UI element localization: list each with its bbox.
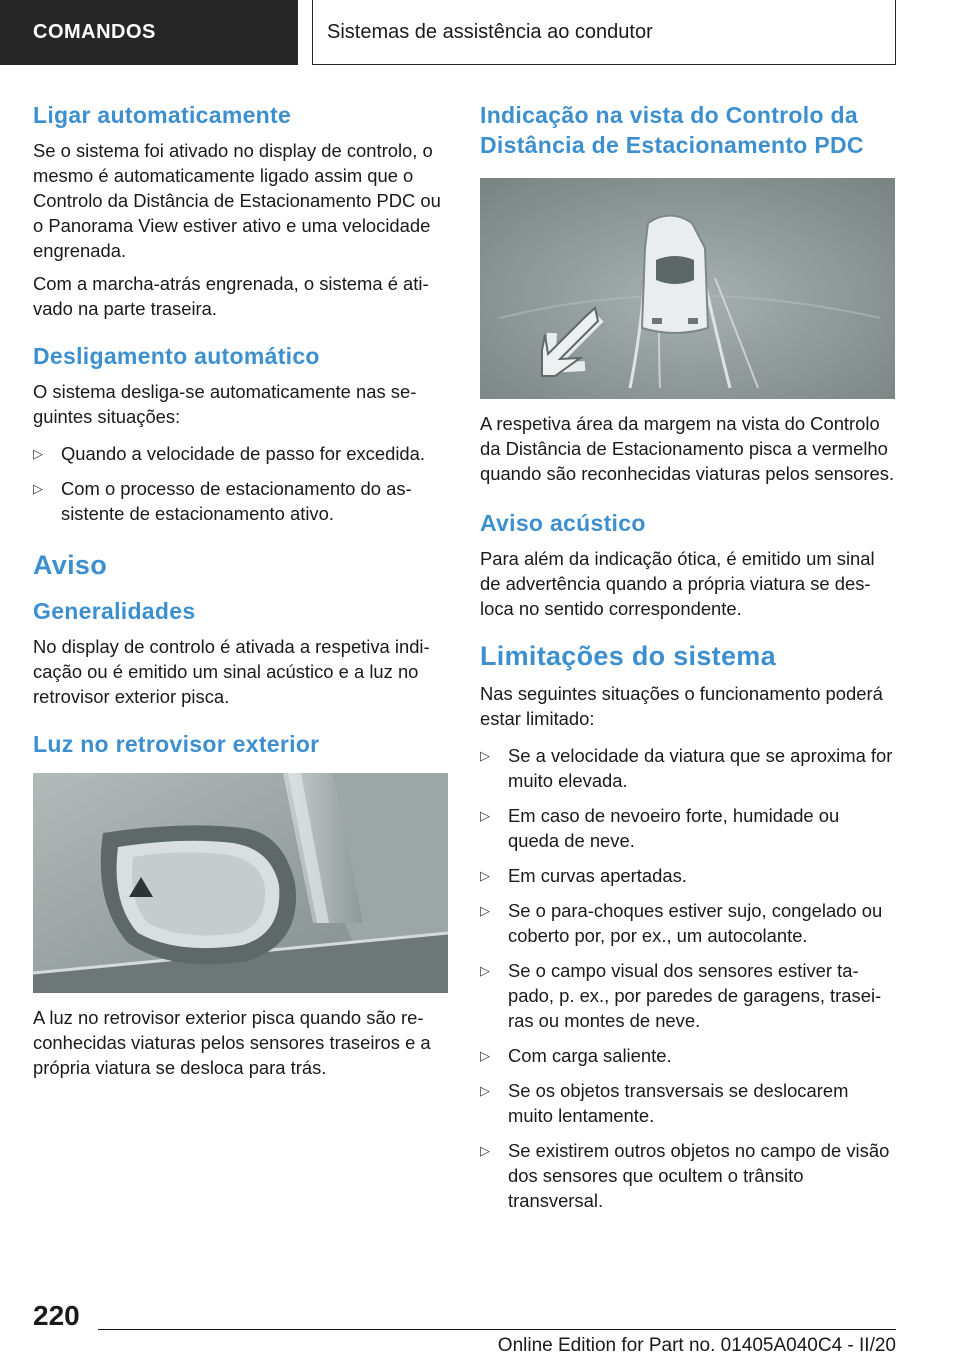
- pdc-view-illustration: [480, 178, 895, 399]
- caption-indicacao: A respetiva área da margem na vista do Controlo da Distância de Estacionamento pisca a vermelho quando são reconhecidas viaturas pelos sensores.: [480, 413, 895, 484]
- bullet-icon: ▷: [480, 963, 490, 978]
- paragraph-acustico: Para além da indicação ótica, é emitido um sinal de advertência quando a própria viatura se desloca no sentido correspondente.: [480, 548, 875, 619]
- heading-generalidades: Generalidades: [33, 598, 196, 624]
- heading-indicacao: Indicação na vista do Controlo da Distância de Estacionamento PDC: [480, 102, 864, 158]
- paragraph-desligamento: O sistema desliga-se automaticamente nas seguintes situações:: [33, 381, 417, 427]
- list-item: ▷ Se os objetos transversais se deslocarem muito lentamente.: [480, 1080, 849, 1126]
- list-item: ▷ Em caso de nevoeiro forte, humidade ou queda de neve.: [480, 805, 840, 851]
- caption-luz: A luz no retrovisor exterior pisca quando são reconhecidas viaturas pelos sensores traseiros e a própria viatura se desloca para trás.: [33, 1007, 431, 1078]
- list-item: ▷ Com carga saliente.: [480, 1045, 672, 1066]
- list-item: ▷ Se o para-choques estiver sujo, congelado ou coberto por, por ex., um autocolante.: [480, 900, 883, 946]
- list-item: ▷ Se existirem outros objetos no campo de visão dos sensores que ocultem o trânsito transversal.: [480, 1140, 890, 1211]
- paragraph-limitacoes: Nas seguintes situações o funcionamento poderá estar limitado:: [480, 683, 883, 729]
- heading-luz: Luz no retrovisor exterior: [33, 731, 320, 757]
- section-tab: [0, 0, 298, 65]
- list-item: ▷ Quando a velocidade de passo for excedida.: [33, 443, 425, 464]
- paragraph-generalidades: No display de controlo é ativada a respetiva indicação ou é emitido um sinal acústico e a luz no retrovisor exterior pisca.: [33, 636, 430, 707]
- edition-note: Online Edition for Part no. 01405A040C4 - II/20: [497, 1335, 896, 1356]
- bullet-icon: ▷: [33, 481, 43, 496]
- list-item: ▷ Em curvas apertadas.: [480, 865, 687, 886]
- bullet-icon: ▷: [480, 1048, 490, 1063]
- pdc-image: [480, 178, 895, 399]
- bullet-icon: ▷: [33, 446, 43, 461]
- bullet-icon: ▷: [480, 808, 490, 823]
- limitacoes-list: [480, 743, 895, 1213]
- mirror-image: [33, 773, 448, 993]
- page-number: 220: [33, 1300, 80, 1331]
- bullet-icon: ▷: [480, 903, 490, 918]
- footer-divider: [98, 1329, 896, 1330]
- list-item: ▷ Se a velocidade da viatura que se aproxima for muito elevada.: [480, 745, 893, 791]
- list-item: ▷ Se o campo visual dos sensores estiver tapado, p. ex., por paredes de garagens, traseiras ou montes de neve.: [480, 960, 882, 1031]
- mirror-illustration: [33, 773, 448, 993]
- bullet-icon: ▷: [480, 868, 490, 883]
- heading-ligar: Ligar automaticamente: [33, 102, 292, 128]
- paragraph-ligar-1: Se o sistema foi ativado no display de controlo, o mesmo é automaticamente ligado assim que o Controlo da Distância de Estacionamento PDC ou o Panorama View estiver ativo e uma velocidade engrenada.: [33, 140, 441, 261]
- bullet-icon: ▷: [480, 1083, 490, 1098]
- bullet-icon: ▷: [480, 1143, 490, 1158]
- bullet-icon: ▷: [480, 748, 490, 763]
- heading-acustico: Aviso acústico: [480, 510, 646, 536]
- list-item: ▷ Com o processo de estacionamento do assistente de estacionamento ativo.: [33, 478, 412, 524]
- heading-desligamento: Desligamento automático: [33, 343, 320, 369]
- heading-limitacoes: Limitações do sistema: [480, 641, 776, 671]
- heading-aviso: Aviso: [33, 550, 108, 580]
- desligamento-list: [33, 441, 448, 526]
- paragraph-ligar-2: Com a marcha-atrás engrenada, o sistema é ativado na parte traseira.: [33, 273, 429, 319]
- section-title: COMANDOS: [33, 21, 156, 43]
- chapter-title: Sistemas de assistência ao condutor: [327, 20, 653, 43]
- right-column: [480, 100, 895, 1223]
- chapter-header: [312, 0, 896, 65]
- left-column: [33, 100, 448, 1088]
